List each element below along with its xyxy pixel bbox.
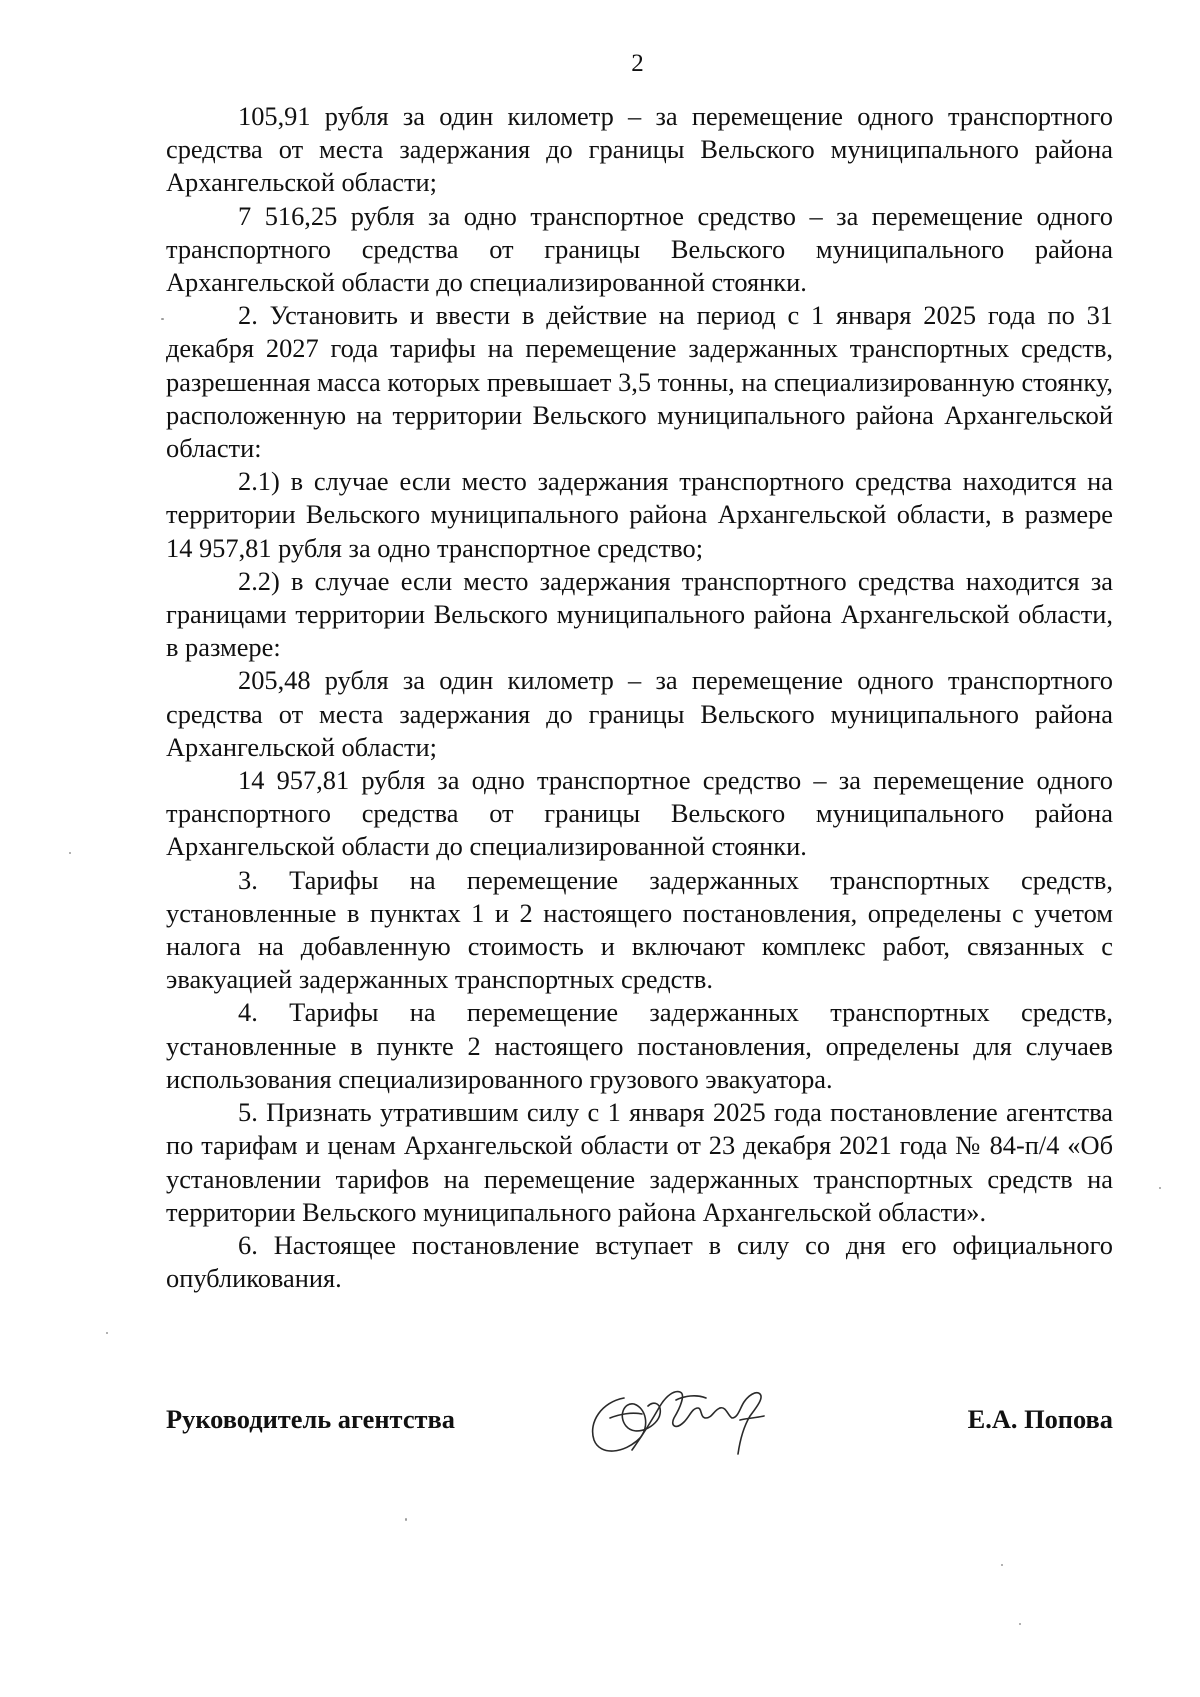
scan-speck [69, 852, 71, 854]
paragraph-tariff-km-heavy: 205,48 рубля за один километр – за перемещение одного транспортного средства от места задержания до границы Вельского муниципального района Архангельской области; [166, 665, 1113, 762]
handwritten-signature-icon [580, 1360, 770, 1464]
page-number: 2 [631, 50, 644, 77]
scan-speck [1019, 1623, 1021, 1625]
signatory-position: Руководитель агентства [166, 1404, 455, 1434]
scan-speck [106, 1332, 108, 1334]
signature-block [166, 1360, 1113, 1470]
paragraph-clause-2-1: 2.1) в случае если место задержания транспортного средства находится на территории Вельского муниципального района Архангельской области, в размере 14 957,81 рубля за одно транспортное средство; [166, 466, 1113, 563]
scan-speck [1001, 1564, 1003, 1566]
scan-speck [1159, 1187, 1161, 1189]
paragraph-tariff-vehicle-light: 7 516,25 рубля за одно транспортное средство – за перемещение одного транспортного средства от границы Вельского муниципального района Архангельской области до специализированной стоянки. [166, 200, 1113, 298]
paragraph-clause-2-2: 2.2) в случае если место задержания транспортного средства находится за границами территории Вельского муниципального района Архангельской области, в размере: [166, 565, 1113, 663]
paragraph-clause-4: 4. Тарифы на перемещение задержанных транспортных средств, установленные в пункте 2 настоящего постановления, определены для случаев использования специализированного грузового эвакуатора. [166, 997, 1113, 1094]
document-body [166, 100, 1113, 1295]
paragraph-tariff-km-light: 105,91 рубля за один километр – за перемещение одного транспортного средства от места задержания до границы Вельского муниципального района Архангельской области; [166, 101, 1113, 198]
scan-speck [161, 318, 164, 320]
paragraph-clause-5: 5. Признать утратившим силу с 1 января 2025 года постановление агентства по тарифам и ценам Архангельской области от 23 декабря 2021 года № 84-п/4 «Об установлении тарифов на перемещение задержанных транспортных средств на территории Вельского муниципального района Архангельской области». [166, 1097, 1113, 1227]
paragraph-clause-2: 2. Установить и ввести в действие на период с 1 января 2025 года по 31 декабря 2027 года тарифы на перемещение задержанных транспортных средств, разрешенная масса которых превышает 3,5 тонны, на специализированную стоянку, расположенную на территории Вельского муниципального района Архангельской области: [166, 300, 1113, 464]
paragraph-tariff-vehicle-heavy: 14 957,81 рубля за одно транспортное средство – за перемещение одного транспортного средства от границы Вельского муниципального района Архангельской области до специализированной стоянки. [166, 765, 1113, 862]
paragraph-clause-3: 3. Тарифы на перемещение задержанных транспортных средств, установленные в пунктах 1 и 2 настоящего постановления, определены с учетом налога на добавленную стоимость и включают комплекс работ, связанных с эвакуацией задержанных транспортных средств. [166, 864, 1113, 995]
scan-speck [405, 1518, 407, 1521]
paragraph-clause-6: 6. Настоящее постановление вступает в силу со дня его официального опубликования. [166, 1229, 1113, 1294]
signatory-name: Е.А. Попова [967, 1404, 1113, 1434]
